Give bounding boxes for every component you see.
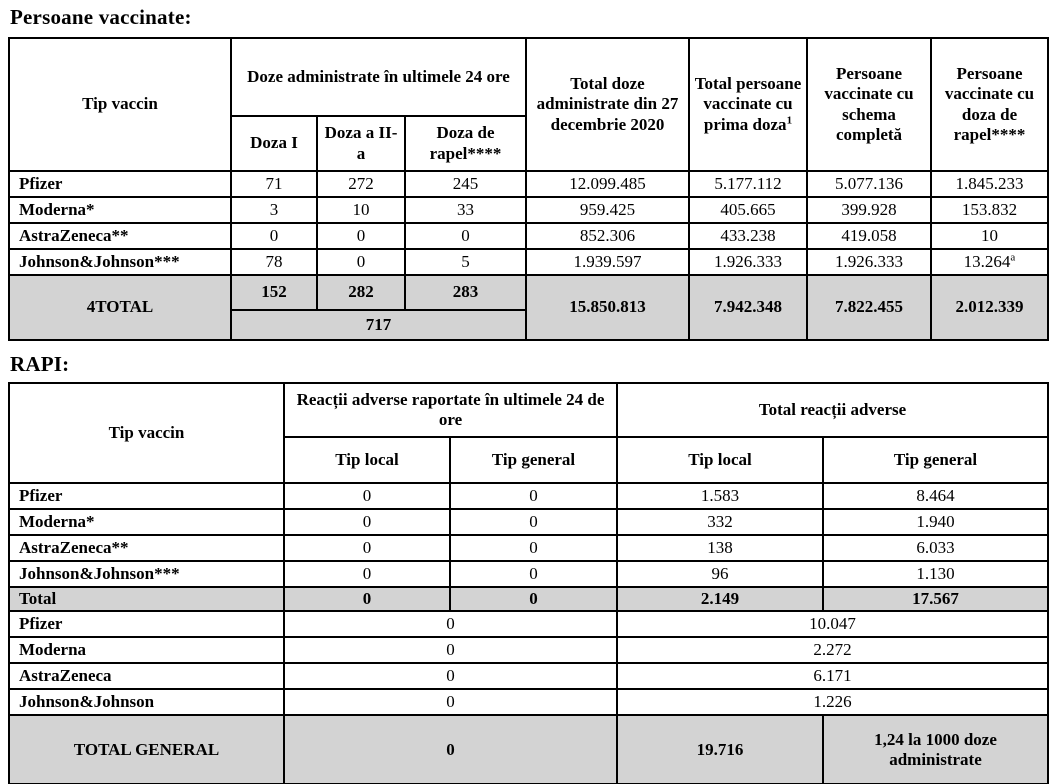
table-cell: 138 [617,535,823,561]
table-row-moderna-merged [9,637,1048,663]
table-row-astrazeneca-merged [9,663,1048,689]
rapi-section-title: RAPI: [10,352,70,376]
column-header-tip-vaccin: Tip vaccin [9,383,284,483]
column-header-tip-general-total: Tip general [823,437,1048,483]
row-label: Johnson&Johnson*** [9,561,284,587]
column-header-doza1: Doza I [231,116,317,171]
table-cell: 433.238 [689,223,807,249]
row-label: Johnson&Johnson*** [9,249,231,275]
table-cell: 7.822.455 [807,275,931,340]
table-cell: 0 [284,483,450,509]
table-cell: 5 [405,249,526,275]
table-cell: 2.012.339 [931,275,1048,340]
table-cell: 0 [231,223,317,249]
row-label: Pfizer [9,171,231,197]
table-cell: 0 [284,587,450,611]
table-cell: 1.926.333 [807,249,931,275]
total-row-label: Total [9,587,284,611]
table-cell: 1.130 [823,561,1048,587]
table-cell: 245 [405,171,526,197]
table-row-johnson [9,249,1048,275]
table-cell: 2.149 [617,587,823,611]
table-cell: 399.928 [807,197,931,223]
column-header-rapel: Doza de rapel**** [405,116,526,171]
table-cell: 0 [317,249,405,275]
row-label: Pfizer [9,611,284,637]
table-row-astrazeneca [9,535,1048,561]
table-cell: 0 [450,561,617,587]
table-cell: 8.464 [823,483,1048,509]
table-cell: 0 [450,509,617,535]
table-cell: 0 [284,561,450,587]
row-label: Pfizer [9,483,284,509]
row-label: Moderna [9,637,284,663]
table-cell: 96 [617,561,823,587]
table-cell: 0 [450,535,617,561]
total-row-label: 4TOTAL [9,275,231,340]
total-row [9,275,1048,310]
column-header-pers-rapel: Persoane vaccinate cu doza de rapel**** [931,38,1048,171]
column-header-last24: Reacții adverse raportate în ultimele 24 de ore [284,383,617,437]
table-cell: 0 [450,587,617,611]
rate-cell: 1,24 la 1000 doze administrate [823,715,1048,784]
table-cell: 1.926.333 [689,249,807,275]
table-cell: 6.033 [823,535,1048,561]
total-row [9,587,1048,611]
column-header-tip-vaccin: Tip vaccin [9,38,231,171]
vaccinated-table [8,37,1049,341]
table-row-moderna [9,197,1048,223]
row-label: AstraZeneca** [9,535,284,561]
table-row-astrazeneca [9,223,1048,249]
row-label: AstraZeneca [9,663,284,689]
table-cell: 0 [284,535,450,561]
cell-value: 13.264 [963,251,1011,271]
table-cell: 17.567 [823,587,1048,611]
table-cell: 852.306 [526,223,689,249]
table-cell: 2.272 [617,637,1048,663]
table-cell: 15.850.813 [526,275,689,340]
table-cell: 0 [317,223,405,249]
table-cell: 0 [284,637,617,663]
table-cell: 0 [405,223,526,249]
footnote-superscript: a [1010,251,1016,264]
footnote-superscript: 1 [786,113,793,126]
table-cell: 78 [231,249,317,275]
table-row-johnson-merged [9,689,1048,715]
table-cell: 5.077.136 [807,171,931,197]
row-label: Johnson&Johnson [9,689,284,715]
table-cell: 152 [231,275,317,310]
table-cell: 0 [284,509,450,535]
column-header-doze-24h: Doze administrate în ultimele 24 ore [231,38,526,116]
table-row-pfizer [9,171,1048,197]
table-cell: 1.226 [617,689,1048,715]
table-cell: 10.047 [617,611,1048,637]
table-cell: 1.939.597 [526,249,689,275]
table-cell: 33 [405,197,526,223]
column-header-doza2: Doza a II-a [317,116,405,171]
table-cell: 1.583 [617,483,823,509]
total-general-row [9,715,1048,784]
table-cell [931,249,1048,275]
table-cell: 283 [405,275,526,310]
table-cell: 0 [284,611,617,637]
vaccinated-section-title: Persoane vaccinate: [10,5,192,29]
column-header-total-doze: Total doze administrate din 27 decembrie 2020 [526,38,689,171]
table-cell: 1.940 [823,509,1048,535]
rapi-table [8,382,1049,784]
column-header-tip-general-24: Tip general [450,437,617,483]
table-cell: 272 [317,171,405,197]
row-label: Moderna* [9,509,284,535]
table-cell: 10 [931,223,1048,249]
table-row-johnson [9,561,1048,587]
table-cell: 10 [317,197,405,223]
table-cell: 332 [617,509,823,535]
table-row-moderna [9,509,1048,535]
row-label: AstraZeneca** [9,223,231,249]
table-cell: 153.832 [931,197,1048,223]
table-header-row [9,383,1048,437]
column-header-tip-local-24: Tip local [284,437,450,483]
table-cell: 19.716 [617,715,823,784]
table-row-pfizer-merged [9,611,1048,637]
table-cell: 959.425 [526,197,689,223]
table-cell: 405.665 [689,197,807,223]
table-cell: 0 [450,483,617,509]
header-text: Total persoane vaccinate cu prima doza [694,74,802,134]
table-cell: 12.099.485 [526,171,689,197]
column-header-tip-local-total: Tip local [617,437,823,483]
table-cell: 3 [231,197,317,223]
total-general-label: TOTAL GENERAL [9,715,284,784]
table-cell: 0 [284,663,617,689]
column-header-total-prima-doza [689,38,807,171]
table-cell: 71 [231,171,317,197]
table-cell: 0 [284,689,617,715]
table-cell: 282 [317,275,405,310]
table-cell: 419.058 [807,223,931,249]
table-header-row [9,38,1048,116]
row-label: Moderna* [9,197,231,223]
table-cell: 0 [284,715,617,784]
table-cell: 717 [231,310,526,340]
table-row-pfizer [9,483,1048,509]
table-cell: 1.845.233 [931,171,1048,197]
column-header-total-reactii: Total reacții adverse [617,383,1048,437]
table-cell: 5.177.112 [689,171,807,197]
column-header-schema-completa: Persoane vaccinate cu schema completă [807,38,931,171]
table-cell: 7.942.348 [689,275,807,340]
table-cell: 6.171 [617,663,1048,689]
